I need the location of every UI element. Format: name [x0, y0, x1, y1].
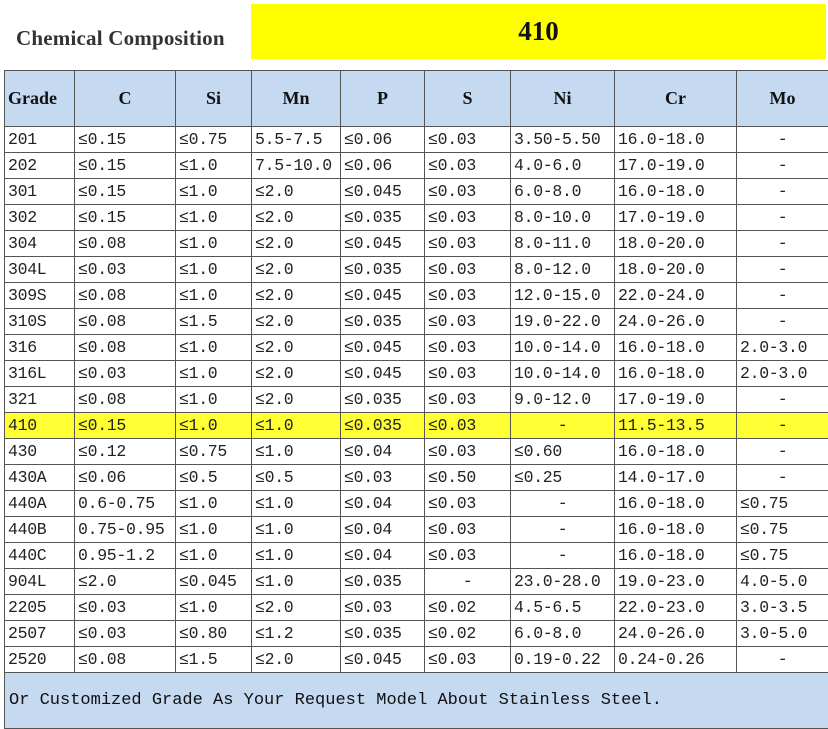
- value-cell: ≤2.0: [252, 647, 341, 673]
- table-row: [5, 205, 828, 231]
- table-row: [5, 335, 828, 361]
- header-cell: Cr: [615, 71, 737, 127]
- value-cell: ≤0.03: [341, 465, 425, 491]
- value-cell: ≤0.045: [341, 179, 425, 205]
- value-cell: ≤1.0: [252, 569, 341, 595]
- value-cell: ≤2.0: [252, 595, 341, 621]
- value-cell: ≤1.5: [176, 647, 252, 673]
- value-cell: ≤1.0: [252, 517, 341, 543]
- value-cell: 9.0-12.0: [511, 387, 615, 413]
- value-cell: ≤0.035: [341, 205, 425, 231]
- value-cell: ≤0.045: [341, 647, 425, 673]
- table-row: [5, 647, 828, 673]
- value-cell: ≤0.04: [341, 491, 425, 517]
- value-cell: ≤0.60: [511, 439, 615, 465]
- value-cell: -: [737, 413, 828, 439]
- value-cell: 4.0-5.0: [737, 569, 828, 595]
- value-cell: 17.0-19.0: [615, 205, 737, 231]
- value-cell: -: [737, 283, 828, 309]
- value-cell: ≤1.0: [252, 491, 341, 517]
- header-cell: Ni: [511, 71, 615, 127]
- value-cell: ≤1.0: [176, 283, 252, 309]
- value-cell: ≤1.0: [176, 335, 252, 361]
- table-row: [5, 491, 828, 517]
- value-cell: ≤1.0: [176, 205, 252, 231]
- value-cell: ≤0.08: [75, 309, 176, 335]
- value-cell: ≤0.06: [75, 465, 176, 491]
- table-row: [5, 595, 828, 621]
- value-cell: ≤0.045: [341, 283, 425, 309]
- grade-cell: 301: [5, 179, 75, 205]
- table-row: [5, 257, 828, 283]
- grade-cell: 2205: [5, 595, 75, 621]
- value-cell: -: [737, 647, 828, 673]
- value-cell: ≤1.0: [176, 517, 252, 543]
- table-row: [5, 439, 828, 465]
- value-cell: ≤0.03: [425, 283, 511, 309]
- value-cell: ≤1.0: [176, 257, 252, 283]
- value-cell: ≤2.0: [252, 257, 341, 283]
- grade-cell: 316L: [5, 361, 75, 387]
- value-cell: 24.0-26.0: [615, 621, 737, 647]
- value-cell: ≤1.0: [176, 231, 252, 257]
- value-cell: ≤0.035: [341, 257, 425, 283]
- value-cell: 10.0-14.0: [511, 335, 615, 361]
- value-cell: ≤1.0: [176, 387, 252, 413]
- value-cell: ≤0.02: [425, 595, 511, 621]
- grade-cell: 440C: [5, 543, 75, 569]
- composition-table: [4, 70, 828, 729]
- value-cell: ≤1.0: [176, 179, 252, 205]
- table-row: [5, 543, 828, 569]
- header-cell: S: [425, 71, 511, 127]
- value-cell: 16.0-18.0: [615, 517, 737, 543]
- value-cell: 18.0-20.0: [615, 257, 737, 283]
- table-body: [5, 127, 828, 673]
- value-cell: ≤0.5: [252, 465, 341, 491]
- grade-cell: 302: [5, 205, 75, 231]
- value-cell: ≤0.03: [425, 231, 511, 257]
- value-cell: 0.75-0.95: [75, 517, 176, 543]
- table-row: [5, 465, 828, 491]
- value-cell: ≤0.75: [737, 543, 828, 569]
- value-cell: ≤0.035: [341, 387, 425, 413]
- value-cell: 3.0-3.5: [737, 595, 828, 621]
- footer-row: [5, 673, 828, 729]
- grade-cell: 430A: [5, 465, 75, 491]
- value-cell: ≤1.0: [176, 595, 252, 621]
- value-cell: ≤0.15: [75, 413, 176, 439]
- value-cell: 3.50-5.50: [511, 127, 615, 153]
- value-cell: 0.19-0.22: [511, 647, 615, 673]
- value-cell: -: [737, 179, 828, 205]
- page-title: Chemical Composition: [16, 26, 225, 51]
- grade-cell: 440A: [5, 491, 75, 517]
- grade-cell: 410: [5, 413, 75, 439]
- value-cell: ≤0.75: [737, 517, 828, 543]
- value-cell: ≤0.03: [425, 309, 511, 335]
- value-cell: ≤0.06: [341, 127, 425, 153]
- value-cell: 22.0-23.0: [615, 595, 737, 621]
- grade-cell: 2507: [5, 621, 75, 647]
- value-cell: ≤0.045: [341, 361, 425, 387]
- grade-cell: 430: [5, 439, 75, 465]
- value-cell: ≤0.02: [425, 621, 511, 647]
- value-cell: ≤0.08: [75, 283, 176, 309]
- value-cell: ≤2.0: [252, 387, 341, 413]
- table-row: [5, 153, 828, 179]
- value-cell: 0.24-0.26: [615, 647, 737, 673]
- value-cell: 16.0-18.0: [615, 335, 737, 361]
- value-cell: 4.5-6.5: [511, 595, 615, 621]
- value-cell: ≤1.0: [176, 491, 252, 517]
- value-cell: ≤2.0: [252, 335, 341, 361]
- value-cell: 6.0-8.0: [511, 179, 615, 205]
- value-cell: 8.0-12.0: [511, 257, 615, 283]
- value-cell: -: [737, 387, 828, 413]
- table-row: [5, 569, 828, 595]
- value-cell: 5.5-7.5: [252, 127, 341, 153]
- value-cell: ≤0.03: [75, 361, 176, 387]
- value-cell: ≤0.035: [341, 569, 425, 595]
- value-cell: -: [511, 413, 615, 439]
- value-cell: ≤1.2: [252, 621, 341, 647]
- value-cell: 17.0-19.0: [615, 387, 737, 413]
- value-cell: ≤0.03: [75, 595, 176, 621]
- value-cell: 16.0-18.0: [615, 491, 737, 517]
- value-cell: ≤2.0: [252, 361, 341, 387]
- value-cell: ≤2.0: [252, 205, 341, 231]
- value-cell: ≤2.0: [252, 179, 341, 205]
- value-cell: ≤0.03: [425, 257, 511, 283]
- value-cell: 12.0-15.0: [511, 283, 615, 309]
- value-cell: -: [737, 127, 828, 153]
- value-cell: 6.0-8.0: [511, 621, 615, 647]
- value-cell: ≤0.03: [75, 257, 176, 283]
- value-cell: 0.95-1.2: [75, 543, 176, 569]
- value-cell: ≤0.03: [425, 517, 511, 543]
- value-cell: ≤0.03: [425, 361, 511, 387]
- value-cell: -: [425, 569, 511, 595]
- value-cell: ≤0.03: [75, 621, 176, 647]
- value-cell: 11.5-13.5: [615, 413, 737, 439]
- grade-cell: 201: [5, 127, 75, 153]
- value-cell: ≤0.75: [176, 127, 252, 153]
- value-cell: 19.0-22.0: [511, 309, 615, 335]
- value-cell: ≤1.0: [252, 439, 341, 465]
- value-cell: 14.0-17.0: [615, 465, 737, 491]
- value-cell: ≤1.0: [176, 153, 252, 179]
- value-cell: ≤0.03: [425, 205, 511, 231]
- table-row: [5, 413, 828, 439]
- value-cell: -: [511, 517, 615, 543]
- value-cell: -: [737, 465, 828, 491]
- value-cell: 22.0-24.0: [615, 283, 737, 309]
- value-cell: ≤0.15: [75, 127, 176, 153]
- table-row: [5, 179, 828, 205]
- header-cell: Si: [176, 71, 252, 127]
- footer-note: Or Customized Grade As Your Request Model About Stainless Steel.: [5, 673, 828, 729]
- value-cell: 24.0-26.0: [615, 309, 737, 335]
- value-cell: ≤0.08: [75, 335, 176, 361]
- grade-cell: 304: [5, 231, 75, 257]
- value-cell: ≤0.045: [341, 231, 425, 257]
- value-cell: 10.0-14.0: [511, 361, 615, 387]
- value-cell: ≤2.0: [252, 231, 341, 257]
- value-cell: -: [511, 543, 615, 569]
- value-cell: -: [737, 205, 828, 231]
- value-cell: 4.0-6.0: [511, 153, 615, 179]
- value-cell: 7.5-10.0: [252, 153, 341, 179]
- value-cell: ≤0.035: [341, 309, 425, 335]
- value-cell: -: [511, 491, 615, 517]
- value-cell: ≤0.045: [341, 335, 425, 361]
- table-row: [5, 361, 828, 387]
- value-cell: -: [737, 257, 828, 283]
- grade-cell: 304L: [5, 257, 75, 283]
- value-cell: ≤0.80: [176, 621, 252, 647]
- value-cell: ≤1.5: [176, 309, 252, 335]
- value-cell: 23.0-28.0: [511, 569, 615, 595]
- value-cell: 2.0-3.0: [737, 335, 828, 361]
- value-cell: ≤0.03: [425, 153, 511, 179]
- table-row: [5, 517, 828, 543]
- table-row: [5, 127, 828, 153]
- highlighted-grade-banner: 410: [251, 4, 826, 59]
- value-cell: 16.0-18.0: [615, 543, 737, 569]
- value-cell: ≤0.03: [425, 127, 511, 153]
- value-cell: 16.0-18.0: [615, 127, 737, 153]
- value-cell: 19.0-23.0: [615, 569, 737, 595]
- value-cell: ≤0.04: [341, 439, 425, 465]
- table-row: [5, 231, 828, 257]
- header-cell: P: [341, 71, 425, 127]
- value-cell: ≤0.08: [75, 647, 176, 673]
- value-cell: ≤2.0: [252, 283, 341, 309]
- value-cell: ≤0.03: [425, 413, 511, 439]
- header-cell: Grade: [5, 71, 75, 127]
- grade-cell: 316: [5, 335, 75, 361]
- value-cell: ≤0.03: [425, 335, 511, 361]
- grade-cell: 904L: [5, 569, 75, 595]
- value-cell: ≤2.0: [75, 569, 176, 595]
- grade-cell: 440B: [5, 517, 75, 543]
- value-cell: ≤0.03: [341, 595, 425, 621]
- value-cell: ≤1.0: [176, 413, 252, 439]
- grade-cell: 321: [5, 387, 75, 413]
- value-cell: ≤0.03: [425, 647, 511, 673]
- value-cell: ≤0.04: [341, 517, 425, 543]
- value-cell: 2.0-3.0: [737, 361, 828, 387]
- grade-cell: 310S: [5, 309, 75, 335]
- value-cell: ≤0.04: [341, 543, 425, 569]
- value-cell: -: [737, 153, 828, 179]
- value-cell: 16.0-18.0: [615, 361, 737, 387]
- value-cell: ≤0.03: [425, 387, 511, 413]
- value-cell: ≤0.08: [75, 231, 176, 257]
- value-cell: 16.0-18.0: [615, 439, 737, 465]
- value-cell: ≤0.5: [176, 465, 252, 491]
- value-cell: ≤0.12: [75, 439, 176, 465]
- grade-cell: 202: [5, 153, 75, 179]
- value-cell: ≤0.75: [737, 491, 828, 517]
- table-row: [5, 387, 828, 413]
- value-cell: ≤1.0: [252, 543, 341, 569]
- value-cell: ≤1.0: [176, 543, 252, 569]
- value-cell: -: [737, 309, 828, 335]
- value-cell: ≤1.0: [252, 413, 341, 439]
- header-cell: Mn: [252, 71, 341, 127]
- value-cell: ≤0.08: [75, 387, 176, 413]
- header-cell: Mo: [737, 71, 828, 127]
- value-cell: ≤0.035: [341, 413, 425, 439]
- grade-cell: 309S: [5, 283, 75, 309]
- table-row: [5, 309, 828, 335]
- value-cell: 0.6-0.75: [75, 491, 176, 517]
- value-cell: ≤2.0: [252, 309, 341, 335]
- value-cell: 3.0-5.0: [737, 621, 828, 647]
- value-cell: ≤0.25: [511, 465, 615, 491]
- value-cell: ≤0.15: [75, 179, 176, 205]
- value-cell: ≤1.0: [176, 361, 252, 387]
- value-cell: ≤0.15: [75, 205, 176, 231]
- value-cell: ≤0.035: [341, 621, 425, 647]
- value-cell: -: [737, 439, 828, 465]
- value-cell: ≤0.03: [425, 543, 511, 569]
- value-cell: ≤0.15: [75, 153, 176, 179]
- value-cell: ≤0.03: [425, 491, 511, 517]
- value-cell: 17.0-19.0: [615, 153, 737, 179]
- value-cell: 18.0-20.0: [615, 231, 737, 257]
- value-cell: -: [737, 231, 828, 257]
- value-cell: ≤0.03: [425, 439, 511, 465]
- table-row: [5, 283, 828, 309]
- value-cell: ≤0.50: [425, 465, 511, 491]
- value-cell: ≤0.045: [176, 569, 252, 595]
- value-cell: 16.0-18.0: [615, 179, 737, 205]
- table-row: [5, 621, 828, 647]
- value-cell: 8.0-11.0: [511, 231, 615, 257]
- value-cell: ≤0.75: [176, 439, 252, 465]
- value-cell: ≤0.06: [341, 153, 425, 179]
- value-cell: 8.0-10.0: [511, 205, 615, 231]
- table-header-row: [5, 71, 828, 127]
- header-cell: C: [75, 71, 176, 127]
- grade-cell: 2520: [5, 647, 75, 673]
- value-cell: ≤0.03: [425, 179, 511, 205]
